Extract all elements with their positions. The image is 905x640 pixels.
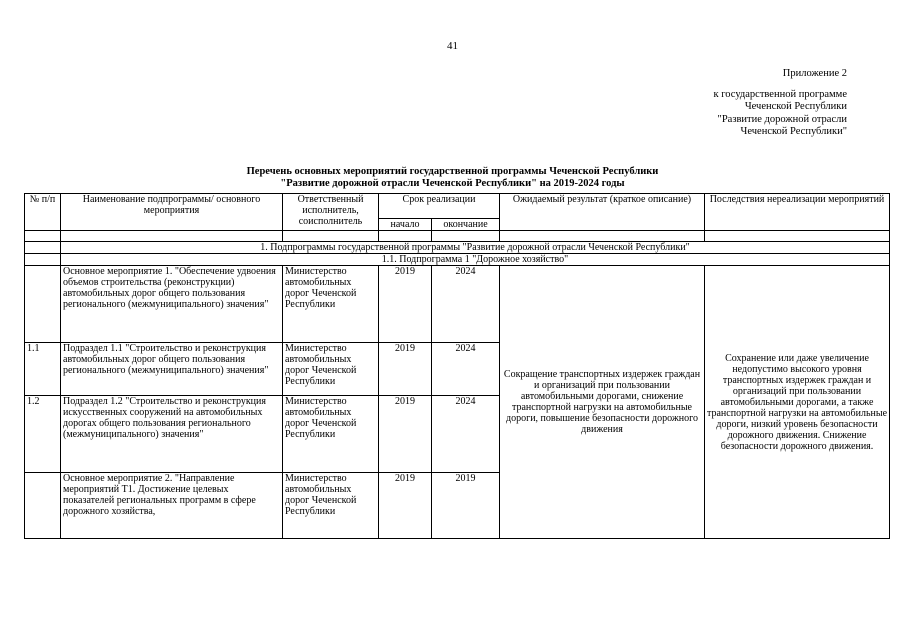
row-executor: Министерство автомобильных дорог Чеченской Республики	[283, 343, 379, 396]
header-start: начало	[379, 219, 432, 231]
row-executor: Министерство автомобильных дорог Чеченской Республики	[283, 266, 379, 343]
section-title: 1. Подпрограммы государственной программы "Развитие дорожной отрасли Чеченской Республики"	[61, 242, 890, 254]
row-executor: Министерство автомобильных дорог Чеченской Республики	[283, 396, 379, 473]
header-consequence: Последствия нереализации мероприятий	[705, 194, 890, 231]
row-name: Основное мероприятие 2. "Направление мероприятий Т1. Достижение целевых показателей региональных программ в сфере дорожного хозяйства,	[61, 473, 283, 539]
empty-row	[25, 231, 890, 242]
appendix-line: к государственной программе	[713, 88, 847, 100]
row-end: 2024	[432, 343, 500, 396]
header-end: окончание	[432, 219, 500, 231]
appendix-label: Приложение 2	[782, 68, 847, 79]
title-line: Перечень основных мероприятий государственной программы Чеченской Республики	[246, 166, 659, 177]
row-end: 2024	[432, 396, 500, 473]
consequence-cell: Сохранение или даже увеличение недопустимо высокого уровня транспортных издержек граждан и организаций при пользовании автомобильными дорогами, а также транспортной нагрузки на автомобильные дороги, низкий уровень безопасности дорожного движения. Снижение безопасности дорожного движения.	[705, 266, 890, 539]
row-num: 1.1	[25, 343, 61, 396]
page-number: 41	[447, 40, 458, 52]
header-num: № п/п	[25, 194, 61, 231]
table-row	[25, 266, 890, 343]
row-start: 2019	[379, 266, 432, 343]
row-executor: Министерство автомобильных дорог Чеченской Республики	[283, 473, 379, 539]
appendix-line: Чеченской Республики	[744, 101, 847, 112]
row-num: 1.2	[25, 396, 61, 473]
subsection-title: 1.1. Подпрограмма 1 "Дорожное хозяйство"	[61, 254, 890, 266]
row-start: 2019	[379, 473, 432, 539]
result-cell: Сокращение транспортных издержек граждан и организаций при пользовании автомобильными дорогами, снижение транспортной нагрузки на автомобильные дороги, повышение безопасности дорожного движения	[500, 266, 705, 539]
header-period: Срок реализации	[379, 194, 500, 219]
row-num	[25, 473, 61, 539]
header-executor: Ответственный исполнитель, соисполнитель	[283, 194, 379, 231]
appendix-block	[714, 68, 847, 139]
row-end: 2024	[432, 266, 500, 343]
row-name: Основное мероприятие 1. "Обеспечение удвоения объемов строительства (реконструкции) автомобильных дорог общего пользования регионального (межмуниципального) значения"	[61, 266, 283, 343]
title-line: "Развитие дорожной отрасли Чеченской Республики" на 2019-2024 годы	[280, 178, 625, 189]
row-name: Подраздел 1.2 "Строительство и реконструкция искусственных сооружений на автомобильных дорогах общего пользования регионального (межмуниципального) значения"	[61, 396, 283, 473]
header-result: Ожидаемый результат (краткое описание)	[500, 194, 705, 231]
document-title	[0, 166, 905, 190]
appendix-line: Чеченской Республики"	[740, 126, 847, 137]
row-start: 2019	[379, 396, 432, 473]
row-name: Подраздел 1.1 "Строительство и реконструкция автомобильных дорог общего пользования регионального (межмуниципального) значения"	[61, 343, 283, 396]
subsection-row	[25, 254, 890, 266]
header-name: Наименование подпрограммы/ основного мероприятия	[61, 194, 283, 231]
row-end: 2019	[432, 473, 500, 539]
header-row	[25, 194, 890, 219]
measures-table	[24, 193, 890, 539]
appendix-line: "Развитие дорожной отрасли	[717, 113, 847, 125]
row-num	[25, 266, 61, 343]
section-row	[25, 242, 890, 254]
row-start: 2019	[379, 343, 432, 396]
